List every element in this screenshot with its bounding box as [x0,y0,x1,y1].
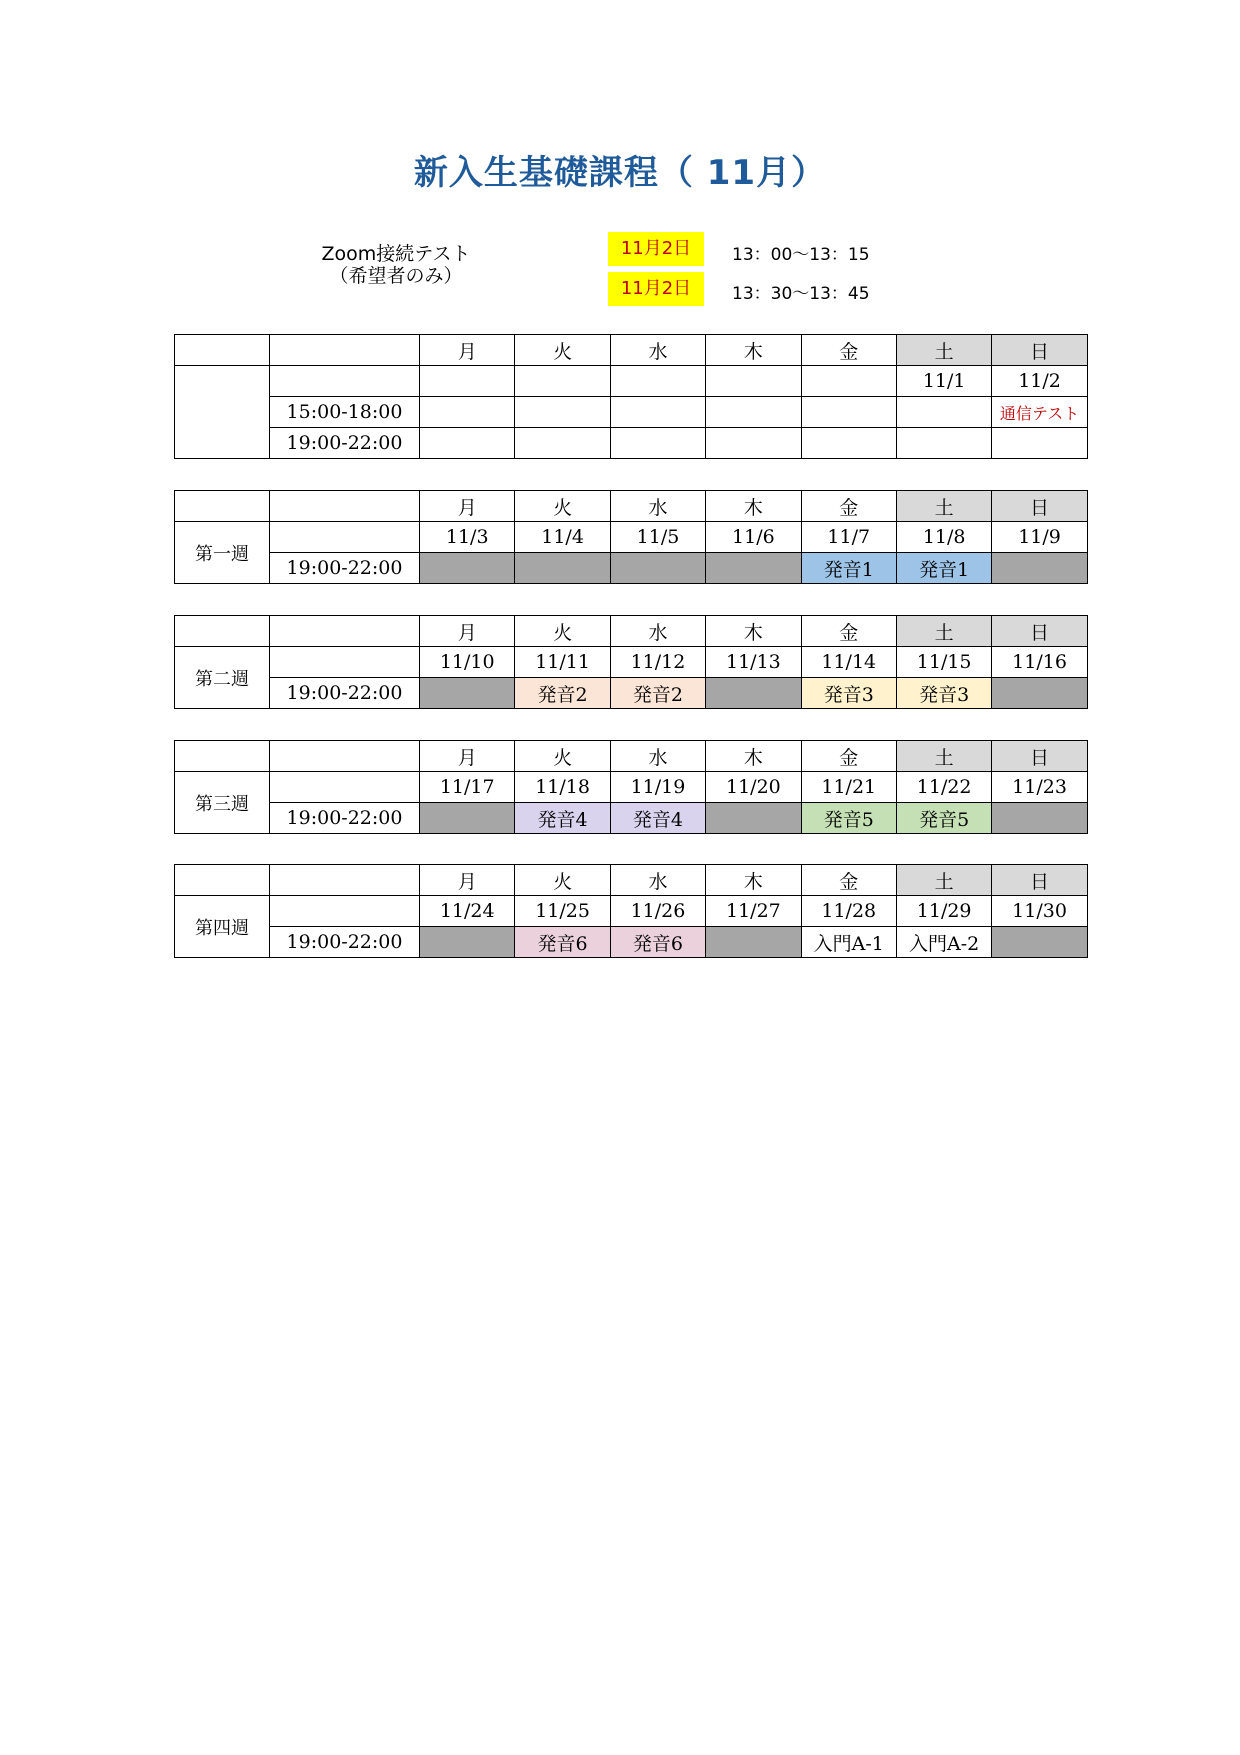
date-cell: 11/7 [801,522,896,553]
day-header: 月 [420,865,515,896]
blank-cell [270,772,420,803]
session-cell [515,428,610,459]
session-cell: 発音3 [896,678,991,709]
blank-cell [175,741,270,772]
session-cell: 発音2 [610,678,705,709]
date-cell: 11/13 [706,647,801,678]
page-title: 新入生基礎課程（ 11月） [413,153,827,193]
day-header: 水 [610,616,705,647]
off-cell [706,803,801,834]
schedule-table-week0 [174,334,1088,459]
date-cell: 11/27 [706,896,801,927]
session-cell [706,428,801,459]
session-cell: 発音2 [515,678,610,709]
day-header-row [175,335,1088,366]
date-cell: 11/5 [610,522,705,553]
date-cell: 11/16 [992,647,1087,678]
blank-cell [175,865,270,896]
day-header: 水 [610,741,705,772]
date-cell: 11/6 [706,522,801,553]
session-cell: 発音4 [515,803,610,834]
time-slot: 19:00-22:00 [270,428,420,459]
session-cell: 入門A-2 [896,927,991,958]
date-cell: 11/2 [992,366,1087,397]
day-header: 木 [706,491,801,522]
day-header: 木 [706,335,801,366]
date-row [175,647,1088,678]
zoom-slot-date: 11月2日 [608,232,704,266]
off-cell [992,553,1087,584]
day-header: 火 [515,335,610,366]
zoom-test-label-line1: Zoom接続テスト [321,243,471,265]
day-header: 土 [896,741,991,772]
day-header: 月 [420,335,515,366]
blank-cell [270,616,420,647]
session-row [175,397,1088,428]
date-cell: 11/10 [420,647,515,678]
date-cell: 11/3 [420,522,515,553]
off-cell [515,553,610,584]
day-header-row [175,491,1088,522]
session-cell [801,428,896,459]
time-slot: 19:00-22:00 [270,553,420,584]
day-header: 金 [801,616,896,647]
session-cell [706,397,801,428]
day-header: 土 [896,865,991,896]
day-header: 水 [610,335,705,366]
day-header: 土 [896,616,991,647]
session-row [175,553,1088,584]
date-row [175,896,1088,927]
blank-cell [270,335,420,366]
session-cell [992,428,1087,459]
blank-cell [175,335,270,366]
day-header-row [175,616,1088,647]
date-cell: 11/25 [515,896,610,927]
day-header: 木 [706,865,801,896]
off-cell [992,803,1087,834]
day-header: 火 [515,491,610,522]
session-cell [896,397,991,428]
session-cell [420,397,515,428]
date-cell: 11/28 [801,896,896,927]
session-cell: 発音3 [801,678,896,709]
date-cell: 11/17 [420,772,515,803]
week-label: 第一週 [175,522,270,584]
off-cell [610,553,705,584]
date-cell: 11/24 [420,896,515,927]
blank-cell [175,616,270,647]
day-header: 月 [420,741,515,772]
day-header: 土 [896,335,991,366]
off-cell [706,553,801,584]
date-cell [515,366,610,397]
time-slot: 19:00-22:00 [270,678,420,709]
session-cell [515,397,610,428]
date-row [175,366,1088,397]
session-cell: 発音1 [801,553,896,584]
day-header: 金 [801,491,896,522]
date-cell [706,366,801,397]
schedule-table-week3 [174,740,1088,834]
schedule-table-week4 [174,864,1088,958]
zoom-test-label-line2: （希望者のみ） [329,265,463,287]
session-cell [610,397,705,428]
off-cell [706,678,801,709]
day-header: 水 [610,491,705,522]
date-cell: 11/26 [610,896,705,927]
blank-cell [270,366,420,397]
session-cell [896,428,991,459]
date-cell: 11/22 [896,772,991,803]
date-cell: 11/20 [706,772,801,803]
day-header: 木 [706,616,801,647]
day-header: 土 [896,491,991,522]
day-header-row [175,741,1088,772]
week-label: 第三週 [175,772,270,834]
date-cell: 11/12 [610,647,705,678]
day-header: 火 [515,865,610,896]
blank-cell [270,865,420,896]
blank-cell [270,896,420,927]
day-header: 金 [801,741,896,772]
day-header: 日 [992,741,1087,772]
date-cell: 11/21 [801,772,896,803]
day-header: 水 [610,865,705,896]
date-cell [610,366,705,397]
time-slot: 19:00-22:00 [270,927,420,958]
day-header: 月 [420,491,515,522]
day-header: 木 [706,741,801,772]
date-cell [420,366,515,397]
day-header: 火 [515,741,610,772]
comm-test-cell: 通信テスト [992,397,1087,428]
date-row [175,522,1088,553]
session-cell [610,428,705,459]
date-cell: 11/30 [992,896,1087,927]
session-cell [801,397,896,428]
date-cell: 11/14 [801,647,896,678]
day-header: 日 [992,491,1087,522]
schedule-table-week1 [174,490,1088,584]
date-cell: 11/19 [610,772,705,803]
zoom-slot-time: 13：00〜13：15 [732,245,870,265]
off-cell [992,678,1087,709]
date-cell: 11/11 [515,647,610,678]
off-cell [706,927,801,958]
date-cell: 11/29 [896,896,991,927]
week-label [175,366,270,459]
time-slot: 19:00-22:00 [270,803,420,834]
date-cell: 11/23 [992,772,1087,803]
week-label: 第二週 [175,647,270,709]
session-row [175,803,1088,834]
session-row [175,678,1088,709]
zoom-test-label [296,243,496,287]
session-cell: 入門A-1 [801,927,896,958]
off-cell [420,553,515,584]
blank-cell [270,741,420,772]
off-cell [420,803,515,834]
day-header: 火 [515,616,610,647]
session-cell: 発音6 [610,927,705,958]
day-header-row [175,865,1088,896]
day-header: 金 [801,865,896,896]
week-label: 第四週 [175,896,270,958]
date-row [175,772,1088,803]
blank-cell [270,522,420,553]
day-header: 日 [992,865,1087,896]
session-row [175,927,1088,958]
session-cell: 発音6 [515,927,610,958]
off-cell [420,678,515,709]
date-cell: 11/18 [515,772,610,803]
zoom-slot-time: 13：30〜13：45 [732,284,870,304]
blank-cell [270,491,420,522]
time-slot: 15:00-18:00 [270,397,420,428]
day-header: 日 [992,335,1087,366]
date-cell: 11/1 [896,366,991,397]
date-cell: 11/8 [896,522,991,553]
off-cell [420,927,515,958]
date-cell: 11/15 [896,647,991,678]
session-cell: 発音1 [896,553,991,584]
session-cell: 発音4 [610,803,705,834]
off-cell [992,927,1087,958]
blank-cell [175,491,270,522]
day-header: 日 [992,616,1087,647]
session-cell [420,428,515,459]
date-cell: 11/9 [992,522,1087,553]
session-cell: 発音5 [896,803,991,834]
session-row [175,428,1088,459]
zoom-slot-date: 11月2日 [608,272,704,306]
schedule-table-week2 [174,615,1088,709]
date-cell: 11/4 [515,522,610,553]
date-cell [801,366,896,397]
day-header: 月 [420,616,515,647]
session-cell: 発音5 [801,803,896,834]
blank-cell [270,647,420,678]
day-header: 金 [801,335,896,366]
